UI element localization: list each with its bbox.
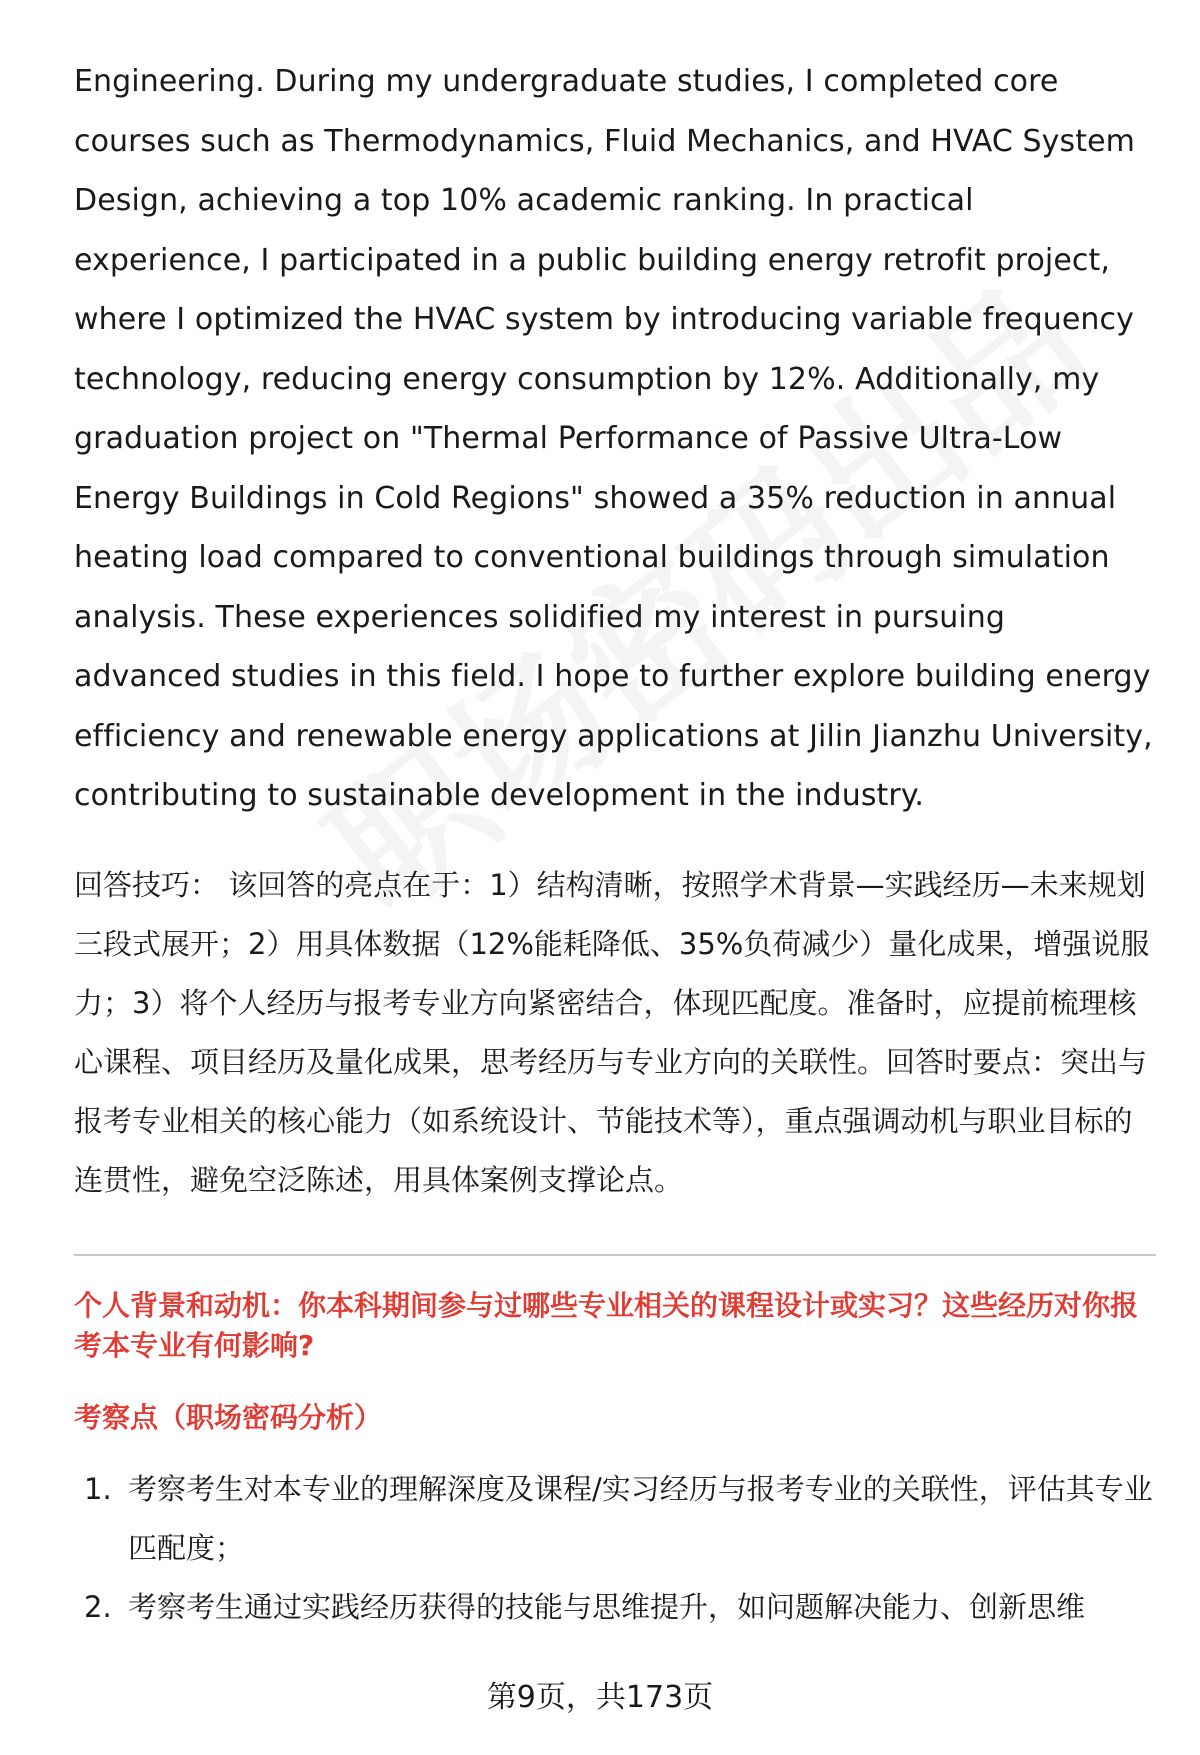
list-item-number: 2.	[84, 1589, 112, 1624]
list-item	[74, 1460, 1156, 1578]
page-content	[74, 52, 1156, 1637]
list-item-number: 1.	[84, 1471, 112, 1506]
question-heading: 个人背景和动机：你本科期间参与过哪些专业相关的课程设计或实习？这些经历对你报考本专业有何影响?	[74, 1288, 1139, 1362]
answer-paragraph: Engineering. During my undergraduate studies, I completed core courses such as Thermodynamics, Fluid Mechanics, and HVAC System Design, achieving a top 10% academic ranking. In practical experience, I participated in a public building energy retrofit project, where I optimized the HVAC system by introducing variable frequency technology, reducing energy consumption by 12%. Additionally, my graduation project on "Thermal Performance of Passive Ultra-Low Energy Buildings in Cold Regions" showed a 35% reduction in annual heating load compared to conventional buildings through simulation analysis. These experiences solidified my interest in pursuing advanced studies in this field. I hope to further explore building energy efficiency and renewable energy applications at Jilin Jianzhu University, contributing to sustainable development in the industry.	[74, 64, 1153, 813]
list-item	[74, 1578, 1156, 1637]
answer-tips-paragraph: 回答技巧： 该回答的亮点在于：1）结构清晰，按照学术背景—实践经历—未来规划三段式展开；2）用具体数据（12%能耗降低、35%负荷减少）量化成果，增强说服力；3）将个人经历与报考专业方向紧密结合，体现匹配度。准备时，应提前梳理核心课程、项目经历及量化成果，思考经历与专业方向的关联性。回答时要点：突出与报考专业相关的核心能力（如系统设计、节能技术等），重点强调动机与职业目标的连贯性，避免空泛陈述，用具体案例支撑论点。	[74, 867, 1150, 1197]
list-item-text: 考察考生对本专业的理解深度及课程/实习经历与报考专业的关联性，评估其专业匹配度；	[128, 1471, 1153, 1565]
assessment-points-list	[74, 1460, 1156, 1637]
section-divider	[74, 1254, 1156, 1256]
list-item-text: 考察考生通过实践经历获得的技能与思维提升，如问题解决能力、创新思维	[128, 1589, 1086, 1624]
page-footer: 第9页，共173页	[486, 1680, 714, 1715]
section-title: 考察点（职场密码分析）	[74, 1400, 383, 1434]
